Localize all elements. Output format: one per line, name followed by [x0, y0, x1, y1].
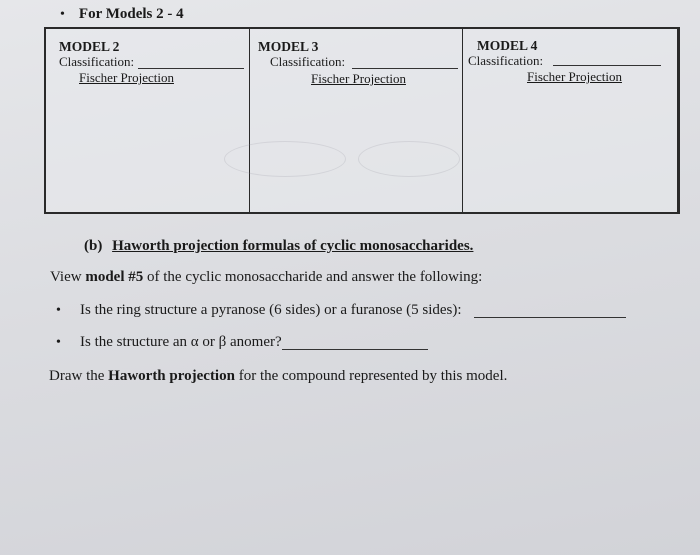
model-title: MODEL 3 [258, 39, 319, 54]
haworth-projection-term: Haworth projection [108, 368, 235, 384]
show-through-mark [224, 141, 346, 177]
classification-answer-line[interactable] [553, 65, 661, 66]
bullet-icon: • [56, 302, 61, 318]
section-b-heading [84, 238, 473, 255]
draw-instruction [49, 368, 507, 385]
question-text: Is the structure an α or β anomer? [80, 334, 282, 350]
models-table [44, 27, 680, 214]
classification-answer-line[interactable] [138, 68, 244, 69]
instruction-suffix: of the cyclic monosaccharide and answer the following: [143, 269, 483, 285]
classification-answer-line[interactable] [352, 68, 458, 69]
question-anomer [56, 334, 428, 351]
model-title: MODEL 2 [59, 39, 120, 54]
classification-label: Classification: [468, 53, 544, 68]
bullet-icon: • [60, 6, 65, 22]
model-2-cell [46, 29, 250, 212]
fischer-projection-label: Fischer Projection [311, 71, 406, 86]
models-heading [60, 6, 184, 23]
ring-structure-answer-line[interactable] [474, 317, 626, 318]
section-b-label: (b) [84, 238, 103, 254]
model-reference: model #5 [85, 269, 144, 285]
classification-label: Classification: [59, 54, 135, 69]
fischer-projection-label: Fischer Projection [79, 70, 174, 85]
fischer-projection-label: Fischer Projection [527, 69, 622, 84]
instruction-text [50, 269, 482, 286]
draw-instruction-prefix: Draw the [49, 368, 109, 384]
models-heading-text: For Models 2 - 4 [78, 6, 184, 22]
anomer-answer-line[interactable] [282, 349, 428, 350]
question-ring-structure [56, 302, 626, 319]
question-text: Is the ring structure a pyranose (6 sides) or a furanose (5 sides): [80, 302, 462, 318]
model-title: MODEL 4 [477, 38, 538, 53]
bullet-icon: • [56, 334, 61, 350]
instruction-prefix: View [50, 269, 86, 285]
model-4-cell [463, 29, 678, 212]
model-3-cell [250, 29, 463, 212]
show-through-mark [358, 141, 460, 177]
draw-instruction-suffix: for the compound represented by this model. [234, 368, 508, 384]
section-b-title: Haworth projection formulas of cyclic monosaccharides. [112, 238, 474, 254]
classification-label: Classification: [270, 54, 346, 69]
